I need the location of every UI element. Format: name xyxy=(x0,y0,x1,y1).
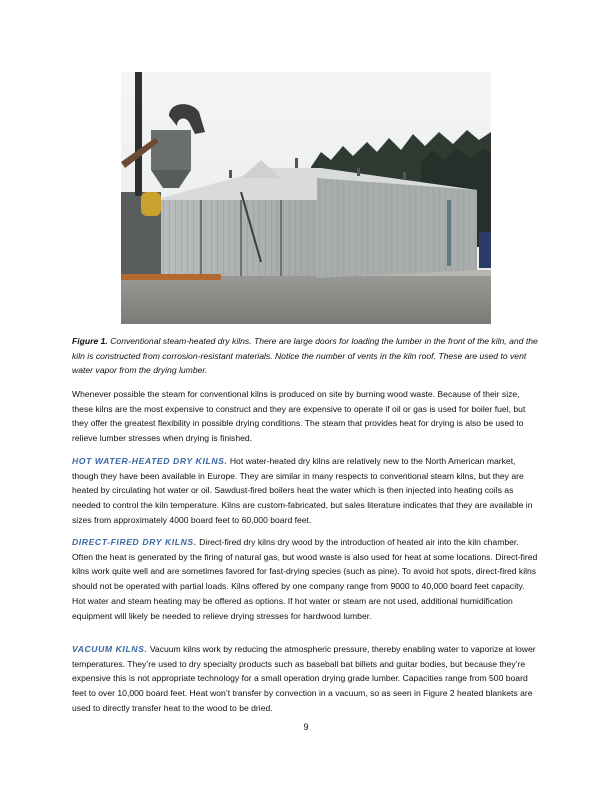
body-vacuum: Vacuum kilns work by reducing the atmospheric pressure, thereby enabling water to vaporize at lower temperatures. They’re used to dry specialty products such as baseball bat billets and guitar bodies, but because they’re expensive this is not appropriate technology for a small operation drying grade lumber. Capacities range from 500 board feet to over 10,000 board feet. Heat won’t transfer by convection in a vacuum, so as seen in Figure 2 heated blankets are used to directly transfer heat to the wood to be dried. xyxy=(72,644,536,713)
heading-vacuum: VACUUM KILNS. xyxy=(72,644,148,654)
paragraph-vacuum xyxy=(72,642,540,716)
paragraph-direct-fired xyxy=(72,535,540,623)
body-direct-fired: Direct-fired dry kilns dry wood by the introduction of heated air into the kiln chamber. Often the heat is generated by the firing of natural gas, but wood waste is also used for heat at some locations. Direct-fired kilns work quite well and are sometimes favored for fast-drying species (such as pine). To avoid hot spots, direct-fired kilns should not be operated with partial loads. Kilns offered by one company range from 9000 to 40,000 board feet capacity. Hot water and steam heating may be offered as options. If hot water or steam are not used, additional humidification equipment will likely be needed to relieve drying stresses for hardwood lumber. xyxy=(72,537,538,621)
paragraph-steam: Whenever possible the steam for conventional kilns is produced on site by burning wood waste. Because of their size, these kilns are the most expensive to construct and they are expensive to operate if oil or gas is used for boiler fuel, but they offer the greatest flexibility in possible drying conditions. The steam that provides heat for drying is also be used to relieve lumber stresses when drying is finished. xyxy=(72,389,526,444)
kiln-photo xyxy=(121,72,491,324)
heading-direct-fired: DIRECT-FIRED DRY KILNS. xyxy=(72,537,197,547)
figure-caption xyxy=(72,334,540,378)
figure-label: Figure 1. xyxy=(72,336,108,346)
body-hot-water: Hot water-heated dry kilns are relatively new to the North American market, though they have been available in Europe. They are similar in many respects to conventional steam kilns, but they are heated by circulating hot water or oil. Sawdust-fired boilers heat the water which is then injected into heating coils as needed to control the kiln temperature. Kilns are custom-fabricated, but sales literature indicates that they are available in sizes from approximately 4000 board feet to 60,000 board feet. xyxy=(72,456,533,525)
figure-caption-text: Conventional steam-heated dry kilns. There are large doors for loading the lumber in the front of the kiln, and the kiln is constructed from corrosion-resistant materials. Notice the number of vents in the kiln roof. These are used to vent water vapor from the drying lumber. xyxy=(72,336,538,376)
paragraph-hot-water xyxy=(72,454,540,528)
page-number: 9 xyxy=(303,722,309,732)
heading-hot-water: HOT WATER-HEATED DRY KILNS. xyxy=(72,456,228,466)
